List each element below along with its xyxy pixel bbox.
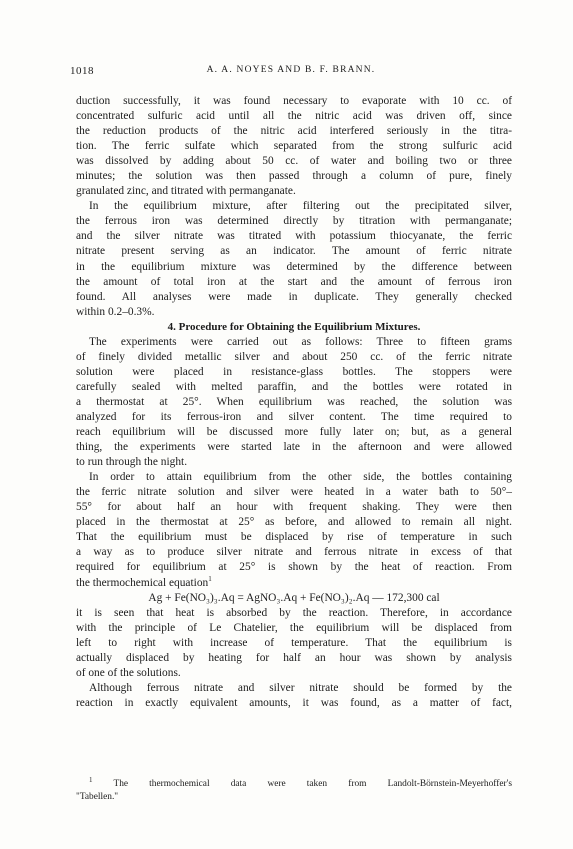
text-line: That the equilibrium must be displaced by rise of temperature in such: [76, 531, 512, 544]
text-line: analyzed for its ferrous-iron and silver content. The time required to: [76, 410, 512, 423]
text-line: thing, the experiments were started late in the afternoon and were allowed: [76, 441, 512, 454]
text-line: tion. The ferric sulfate which separated from the strong sulfuric acid: [76, 140, 512, 153]
text-line: within 0.2–0.3%.: [76, 305, 155, 318]
running-title: A. A. NOYES AND B. F. BRANN.: [206, 65, 376, 75]
text-line: The experiments were carried out as follows: Three to fifteen grams: [89, 335, 512, 348]
text-line: of one of the solutions.: [76, 666, 181, 679]
text-line: reach equilibrium will be discussed more fully later on; but, as a general: [76, 426, 512, 439]
footnote-text: The thermochemical data were taken from Landolt-Börnstein-Meyerhoffer's: [113, 779, 512, 789]
text-line: [76, 576, 512, 591]
text-line: with the principle of Le Chatelier, the equilibrium will be displaced from: [76, 621, 512, 634]
body-text: [76, 94, 512, 711]
text-line: to run through the night.: [76, 456, 188, 469]
text-line: 55° for about half an hour with frequent shaking. They were then: [76, 501, 512, 514]
text-line: granulated zinc, and titrated with permanganate.: [76, 185, 296, 198]
page-number: 1018: [70, 65, 94, 77]
footnote-line: "Tabellen.": [76, 792, 119, 802]
text-line: the reduction products of the nitric acid interfered seriously in the titra-: [76, 125, 512, 138]
text-line: actually displaced by heating for half an hour was shown by analysis: [76, 651, 512, 664]
text-line-content: the thermochemical equation: [76, 576, 209, 589]
text-line: duction successfully, it was found necessary to evaporate with 10 cc. of: [76, 95, 512, 107]
footnote-marker: 1: [89, 775, 93, 784]
text-line: In the equilibrium mixture, after filtering out the precipitated silver,: [89, 200, 512, 213]
footnote-line: [76, 775, 512, 791]
text-line: minutes; the solution was then passed through a column of pure, finely: [76, 170, 512, 183]
footnote-ref: 1: [208, 574, 212, 583]
footnote: [76, 775, 512, 804]
section-heading: 4. Procedure for Obtaining the Equilibrium Mixtures.: [167, 320, 421, 333]
text-line: in the equilibrium mixture was determined by the difference between: [76, 260, 512, 273]
text-line: and the silver nitrate was titrated with potassium thiocyanate, the ferric: [76, 230, 512, 243]
text-line: required for equilibrium at 25° is shown by the heat of reaction. From: [76, 561, 512, 574]
text-line: the amount of total iron at the start and the amount of ferrous iron: [76, 275, 512, 288]
text-line: placed in the thermostat at 25° as before, and allowed to remain all night.: [76, 516, 512, 529]
text-line: was dissolved by adding about 50 cc. of water and boiling two or three: [76, 155, 512, 168]
text-line: the ferric nitrate solution and silver were heated in a water bath to 50°–: [76, 486, 512, 499]
page-header: [70, 65, 512, 79]
text-line: nitrate present serving as an indicator. The amount of ferric nitrate: [76, 245, 512, 258]
text-line: Although ferrous nitrate and silver nitrate should be formed by the: [89, 681, 512, 694]
text-line: carefully sealed with melted paraffin, and the bottles were rotated in: [76, 380, 512, 393]
text-line: a thermostat at 25°. When equilibrium was reached, the solution was: [76, 395, 512, 408]
thermochemical-equation: Ag + Fe(NO₃)₃.Aq = AgNO₃.Aq + Fe(NO₃)₂.Aq — 172,300 cal: [148, 591, 440, 604]
text-line: In order to attain equilibrium from the other side, the bottles containing: [89, 471, 512, 484]
text-line: it is seen that heat is absorbed by the reaction. Therefore, in accordance: [76, 606, 512, 619]
text-line: of finely divided metallic silver and about 250 cc. of the ferric nitrate: [76, 350, 512, 363]
text-line: left to right with increase of temperature. That the equilibrium is: [76, 636, 512, 649]
text-line: the ferrous iron was determined directly by titration with permanganate;: [76, 215, 512, 228]
text-line: concentrated sulfuric acid until all the nitric acid was driven off, since: [76, 110, 512, 123]
text-line: found. All analyses were made in duplicate. They generally checked: [76, 290, 512, 303]
text-line: a way as to produce silver nitrate and ferrous nitrate in excess of that: [76, 546, 512, 559]
text-line: reaction in exactly equivalent amounts, it was found, as a matter of fact,: [76, 696, 512, 709]
text-line: solution were placed in resistance-glass bottles. The stoppers were: [76, 365, 512, 378]
